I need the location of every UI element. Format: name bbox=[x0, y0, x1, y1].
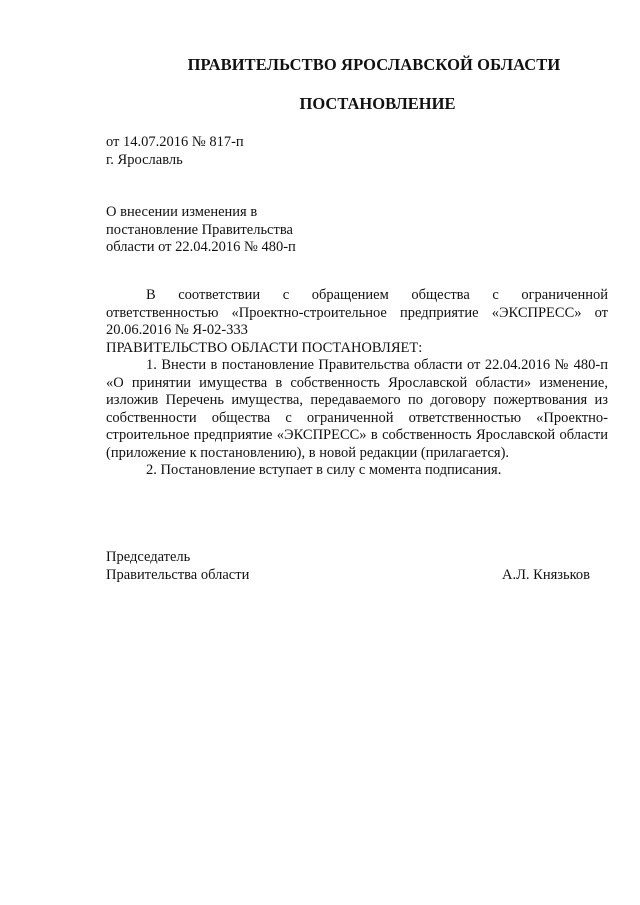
document-subject bbox=[106, 204, 296, 257]
document-type: ПОСТАНОВЛЕНИЕ bbox=[299, 94, 456, 113]
signer-position-line1: Председатель bbox=[106, 549, 191, 565]
document-meta bbox=[106, 133, 244, 169]
item-2-paragraph: 2. Постановление вступает в силу с момента подписания. bbox=[146, 462, 502, 478]
organization-title: ПРАВИТЕЛЬСТВО ЯРОСЛАВСКОЙ ОБЛАСТИ bbox=[187, 55, 561, 74]
resolves-line: ПРАВИТЕЛЬСТВО ОБЛАСТИ ПОСТАНОВЛЯЕТ: bbox=[106, 339, 423, 356]
item-1-paragraph: 1. Внести в постановление Правительства области от 22.04.2016 № 480-п «О принятии имущества в собственность Ярославской области» изменение, изложив Перечень имущества, передаваемого по договору пожертвования из собственности общества с ограниченной ответственностью «Проектно-строительное предприятие «ЭКСПРЕСС» в собственность Ярославской области (приложение к постановлению), в новой редакции (прилагается). bbox=[106, 357, 608, 461]
signature-row bbox=[106, 566, 590, 584]
subject-line: О внесении изменения в bbox=[106, 204, 258, 220]
subject-line: области от 22.04.2016 № 480-п bbox=[106, 239, 296, 255]
signature-block bbox=[106, 548, 590, 584]
signer-name: А.Л. Князьков bbox=[501, 567, 590, 583]
date-number: от 14.07.2016 № 817-п bbox=[106, 134, 244, 150]
city: г. Ярославль bbox=[106, 152, 183, 168]
document-body bbox=[106, 287, 608, 480]
signer-position-line2: Правительства области bbox=[106, 567, 250, 583]
subject-line: постановление Правительства bbox=[106, 221, 293, 238]
preamble-paragraph: В соответствии с обращением общества с ограниченной ответственностью «Проектно-строительное предприятие «ЭКСПРЕСС» от 20.06.2016 № Я-02-333 bbox=[106, 287, 608, 338]
